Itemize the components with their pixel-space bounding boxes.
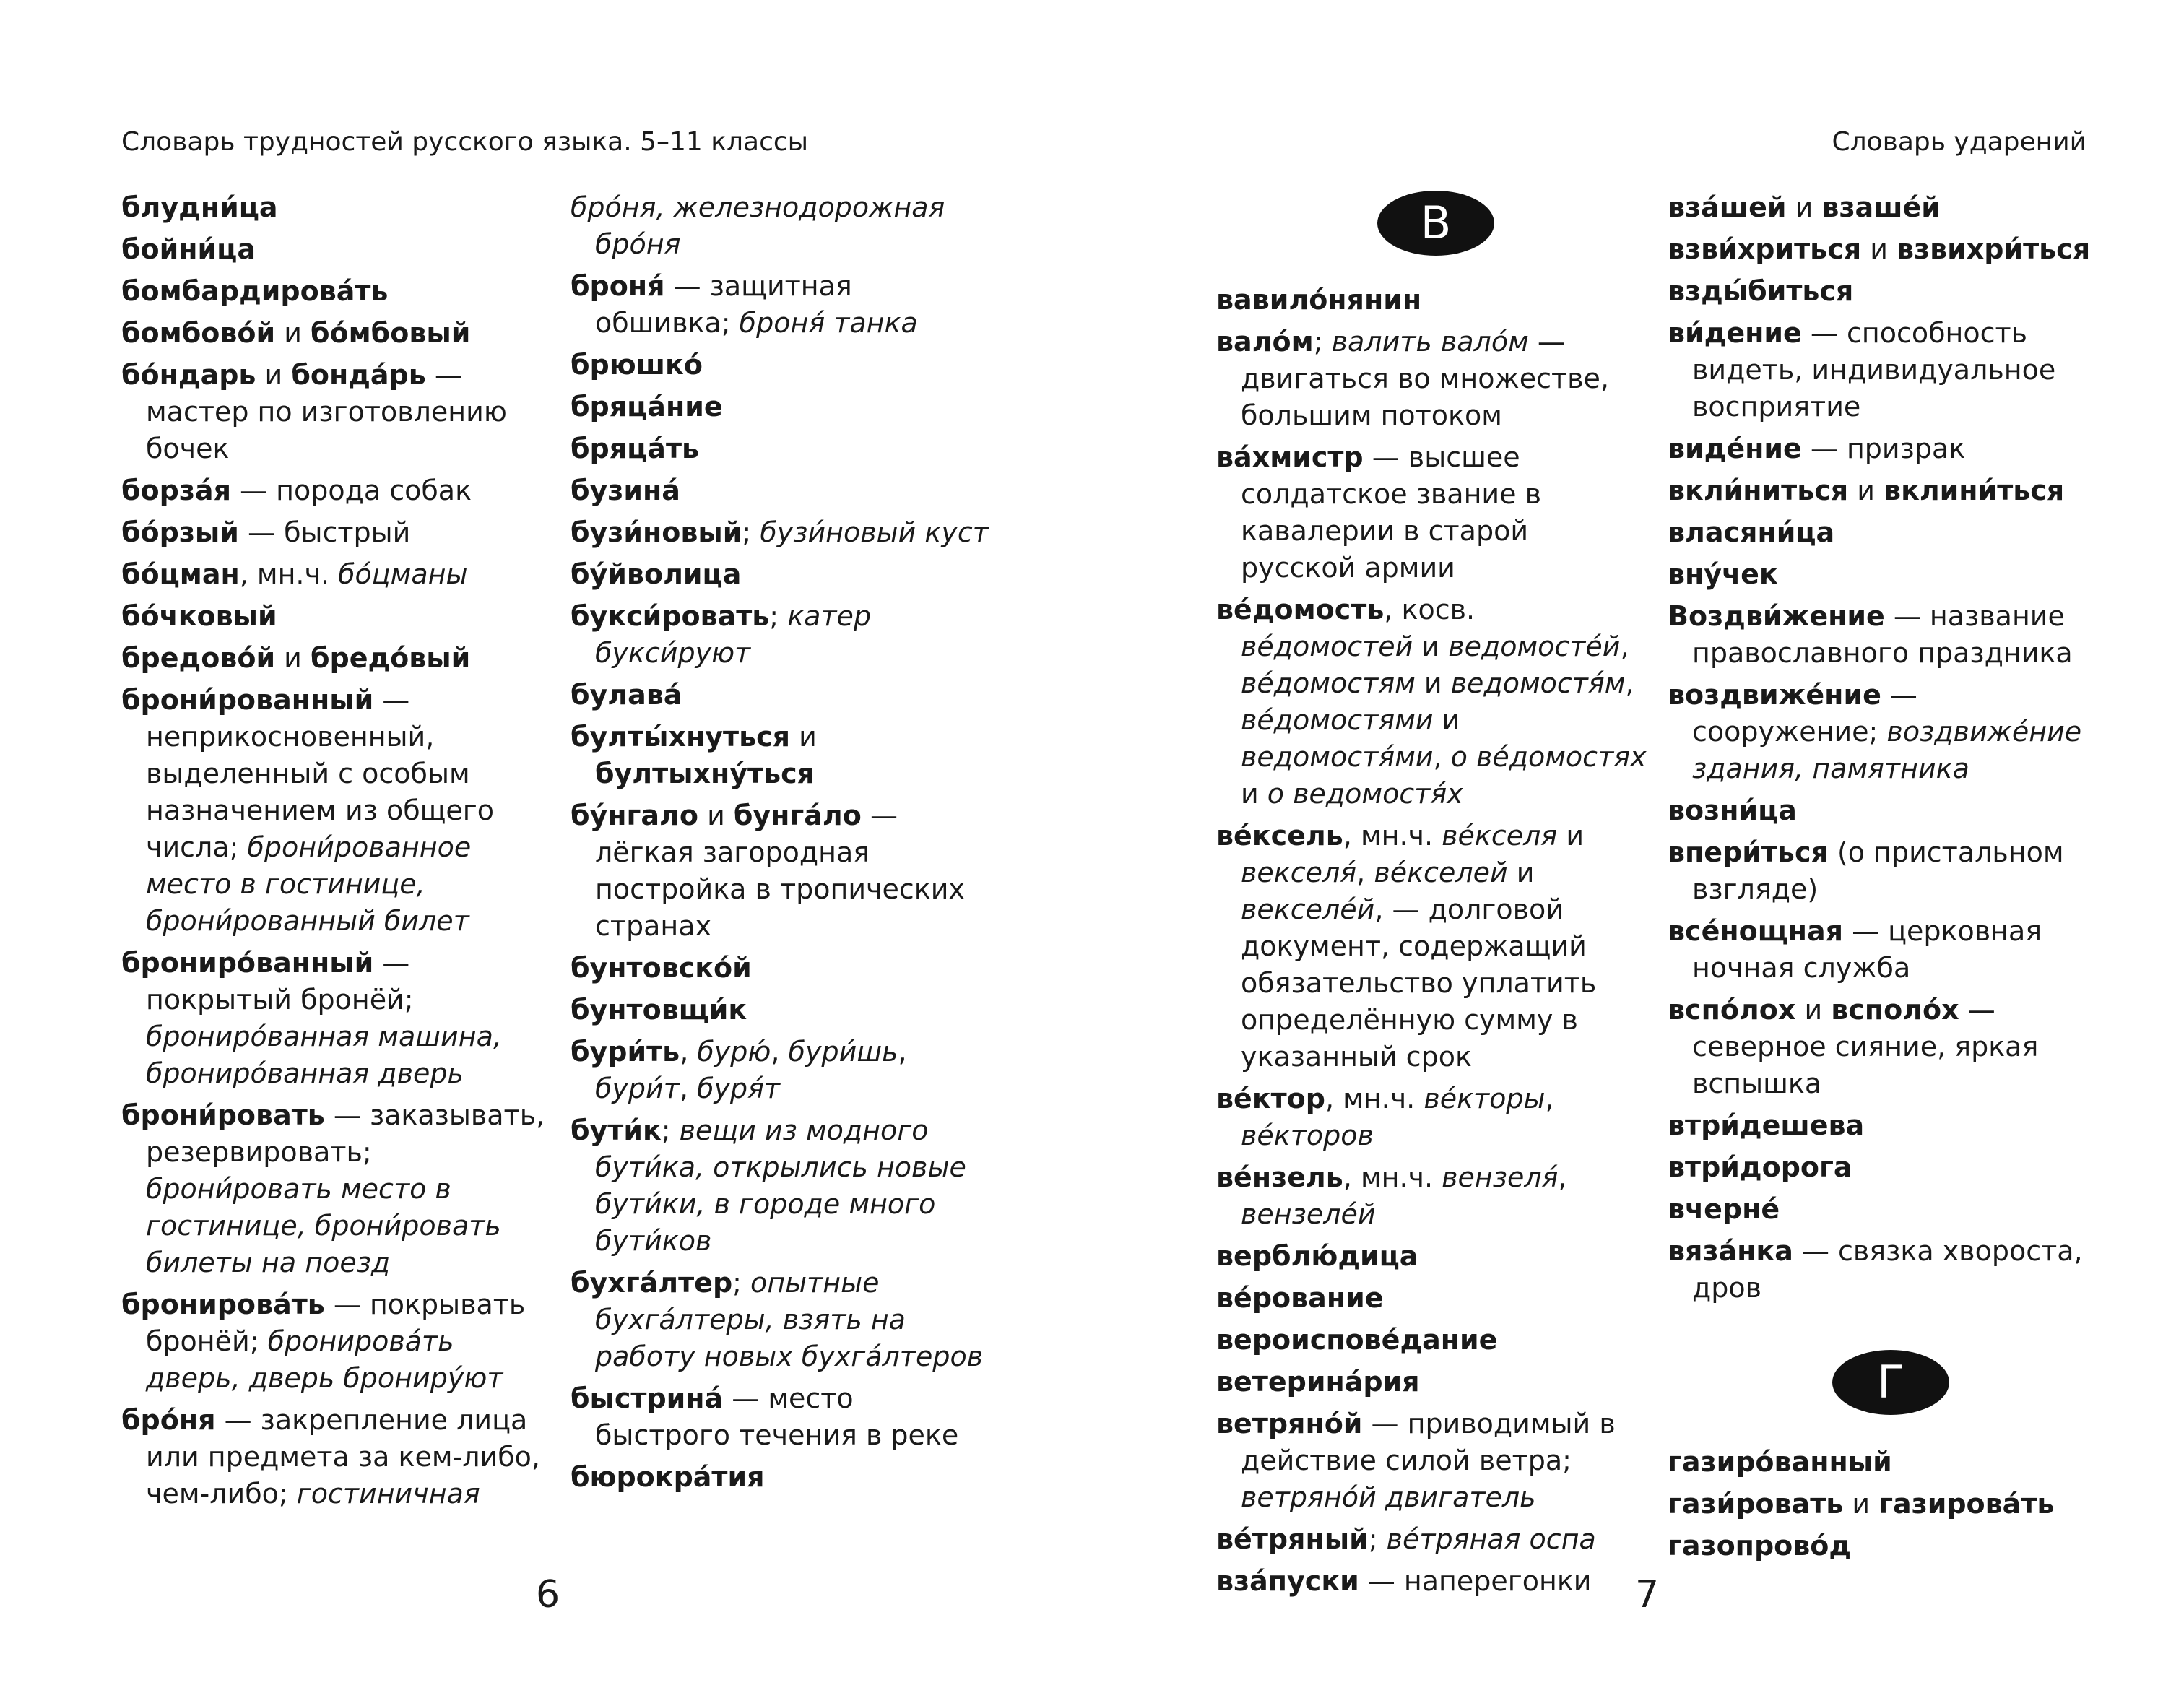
dictionary-entry (571, 1265, 989, 1375)
headword: бу́нгало (571, 800, 698, 831)
running-head-right: Словарь ударений (1832, 127, 2086, 157)
definition-text: и (1786, 191, 1822, 223)
definition-text: ; (742, 516, 760, 548)
dictionary-entry (121, 514, 555, 551)
example-text: о ведомостя́х (1267, 778, 1463, 810)
entries-column-3 (1216, 189, 1650, 1605)
entries-column-2 (571, 189, 989, 1501)
definition-text: и (1557, 820, 1585, 852)
entries-list-g (1668, 1444, 2094, 1564)
running-head-left: Словарь трудностей русского языка. 5–11 классы (121, 127, 809, 157)
headword: быстрина́ (571, 1382, 724, 1414)
dictionary-entry (1668, 834, 2094, 908)
definition-text: и (1848, 475, 1884, 506)
headword: впери́ться (1668, 836, 1829, 868)
dictionary-entry (571, 1034, 989, 1107)
example-text: вензеля́ (1442, 1161, 1559, 1193)
example-text: ведомостя́ми (1241, 741, 1434, 773)
dictionary-entry (571, 189, 989, 263)
entries-list-v (1216, 282, 1650, 1600)
dictionary-entry (571, 347, 989, 384)
headword: вкли́ниться (1668, 475, 1849, 506)
right-page (1092, 0, 2184, 1706)
definition-text: и (1241, 778, 1268, 810)
headword: брони́ровать (121, 1099, 325, 1131)
dictionary-entry (1216, 1159, 1650, 1233)
example-text: броня́ танка (739, 307, 918, 339)
definition-text: , (680, 1036, 698, 1068)
example-text: ве́кселей (1374, 857, 1508, 888)
definition-text: и (1795, 994, 1832, 1026)
entries-column-4 (1668, 189, 2094, 1569)
definition-text: и (1413, 631, 1449, 662)
definition-text: и (275, 317, 311, 349)
headword: ве́ксель (1216, 820, 1343, 852)
dictionary-entry (121, 189, 555, 226)
headword: бряца́ть (571, 433, 699, 464)
headword: ве́домость (1216, 594, 1384, 625)
example-text: векселе́й (1241, 893, 1375, 925)
page-number-left: 6 (536, 1573, 560, 1616)
dictionary-entry (571, 472, 989, 509)
dictionary-entry (1216, 439, 1650, 586)
dictionary-entry (1668, 1107, 2094, 1144)
definition-text: — порода собак (230, 475, 472, 506)
headword: ве́тряный (1216, 1523, 1369, 1555)
definition-text: — высшее солдатское звание в кавалерии в старой русской армии (1241, 441, 1541, 584)
headword: все́нощная (1668, 915, 1844, 947)
definition-text: , (1620, 631, 1629, 662)
definition-text: — мастер по изготовлению бочек (146, 359, 507, 464)
headword: бултыхну́ться (595, 758, 815, 789)
headword: бо́чковый (121, 600, 277, 632)
headword: верблю́дица (1216, 1240, 1418, 1272)
dictionary-entry (1216, 282, 1650, 319)
dictionary-entry (121, 556, 555, 593)
example-text: ветряно́й двигатель (1241, 1481, 1536, 1513)
example-text: бо́цманы (338, 558, 468, 590)
dictionary-entry (1216, 818, 1650, 1075)
definition-text: — место быстрого течения в реке (595, 1382, 959, 1451)
headword: воздвиже́ние (1668, 679, 1881, 711)
headword: бо́ндарь (121, 359, 256, 391)
dictionary-entry (121, 1286, 555, 1397)
example-text: воздвиже́ние здания, памятника (1692, 716, 2082, 784)
headword: вза́шей (1668, 191, 1787, 223)
definition-text: — церковная ночная служба (1692, 915, 2042, 984)
dictionary-entry (121, 598, 555, 635)
example-text: ве́тряная оспа (1386, 1523, 1596, 1555)
dictionary-entry (1216, 1081, 1650, 1154)
example-text: бури́т (595, 1073, 680, 1104)
dictionary-entry (571, 677, 989, 714)
headword: взви́хриться (1668, 233, 1862, 265)
definition-text: — закрепление лица или предмета за кем-либо, чем-либо; (146, 1404, 540, 1510)
dictionary-entry (121, 357, 555, 467)
dictionary-entry (571, 797, 989, 945)
headword: вало́м (1216, 326, 1314, 358)
headword: бути́к (571, 1114, 662, 1146)
headword: ве́ктор (1216, 1083, 1325, 1114)
headword: бомбово́й (121, 317, 276, 349)
headword: бро́ня (121, 1404, 216, 1436)
dictionary-entry (571, 514, 989, 551)
definition-text: — двигаться во множестве, большим потоком (1241, 326, 1609, 431)
headword: втри́дорога (1668, 1151, 1852, 1183)
dictionary-entry (1216, 1322, 1650, 1359)
definition-text: — название православного праздника (1692, 600, 2073, 669)
dictionary-entry (1668, 514, 2094, 551)
dictionary-entry (1216, 1521, 1650, 1558)
dictionary-entry (571, 992, 989, 1029)
definition-text: и (1433, 704, 1460, 736)
headword: взды́биться (1668, 275, 1854, 307)
headword: ветряно́й (1216, 1408, 1363, 1439)
headword: власяни́ца (1668, 516, 1835, 548)
definition-text: , (1545, 1083, 1554, 1114)
dictionary-entry (571, 598, 989, 672)
headword: вну́чек (1668, 558, 1778, 590)
example-text: брони́ровать место в гостинице, брони́ровать билеты на поезд (146, 1173, 501, 1278)
definition-text: , (1625, 667, 1634, 699)
headword: вчерне́ (1668, 1193, 1780, 1225)
example-text: бурю́ (697, 1036, 771, 1068)
example-text: вензеле́й (1241, 1198, 1376, 1230)
definition-text: , — долговой документ, содержащий обязательство уплатить определённую сумму в указанный срок (1241, 893, 1597, 1073)
example-text: ве́кселя (1442, 820, 1558, 852)
headword: бури́ть (571, 1036, 680, 1068)
headword: Воздви́жение (1668, 600, 1885, 632)
definition-text: — быстрый (238, 516, 411, 548)
example-text: катер букси́руют (595, 600, 872, 669)
definition-text: — наперегонки (1358, 1565, 1592, 1597)
dictionary-entry (571, 268, 989, 342)
dictionary-entry (1668, 598, 2094, 672)
dictionary-entry (1668, 273, 2094, 310)
dictionary-entry (121, 1402, 555, 1512)
headword: бузи́новый (571, 516, 742, 548)
example-text: векселя́ (1241, 857, 1357, 888)
example-text: вещи из модного бути́ка, открылись новые бути́ки, в городе много бути́ков (595, 1114, 966, 1257)
example-text: бро́ня, железнодорожная бро́ня (571, 191, 945, 260)
headword: ви́дение (1668, 317, 1802, 349)
definition-text: , мн.ч. (1343, 820, 1442, 852)
definition-text: — приводимый в действие силой ветра; (1241, 1408, 1616, 1476)
headword: броня́ (571, 270, 665, 302)
dictionary-entry (1668, 231, 2094, 268)
headword: бу́йволица (571, 558, 742, 590)
example-text: ве́домостям (1241, 667, 1416, 699)
headword: бонда́рь (291, 359, 426, 391)
definition-text: ; (732, 1267, 751, 1299)
headword: бредово́й (121, 642, 276, 674)
definition-text: — покрытый бронёй; (146, 947, 414, 1016)
example-text: брони́рованное место в гостинице, брони́рованный билет (146, 831, 472, 937)
dictionary-entry (1668, 315, 2094, 425)
headword: вза́пуски (1216, 1565, 1359, 1597)
dictionary-entry (121, 1097, 555, 1281)
definition-text: ; (769, 600, 788, 632)
definition-text: и (790, 721, 817, 753)
dictionary-entry (1668, 1486, 2094, 1523)
dictionary-entry (1668, 1444, 2094, 1481)
headword: газиро́ванный (1668, 1446, 1892, 1478)
headword: бомбардирова́ть (121, 275, 389, 307)
dictionary-entry (571, 389, 989, 425)
dictionary-entry (121, 682, 555, 940)
definition-text: , мн.ч. (239, 558, 339, 590)
headword: гази́ровать (1668, 1488, 1844, 1520)
example-text: ве́домостей (1241, 631, 1413, 662)
dictionary-entry (1216, 1406, 1650, 1516)
headword: вавило́нянин (1216, 284, 1422, 316)
definition-text: , (1356, 857, 1374, 888)
dictionary-entry (121, 231, 555, 268)
example-text: о ве́домостях (1450, 741, 1647, 773)
definition-text: и (1861, 233, 1897, 265)
headword: блудни́ца (121, 191, 278, 223)
definition-text: , (898, 1036, 907, 1068)
definition-text: — заказывать, резервировать; (146, 1099, 545, 1168)
dictionary-entry (121, 945, 555, 1092)
letter-badge-g: Г (1832, 1350, 1949, 1415)
definition-text: и (256, 359, 292, 391)
example-text: брониро́ванная машина, брониро́ванная дверь (146, 1021, 502, 1089)
dictionary-entry (571, 719, 989, 792)
dictionary-entry (121, 640, 555, 677)
dictionary-entry (1668, 792, 2094, 829)
headword: ветерина́рия (1216, 1366, 1420, 1398)
headword: вклини́ться (1884, 475, 2065, 506)
dictionary-entry (121, 472, 555, 509)
definition-text: , (771, 1036, 789, 1068)
dictionary-entry (571, 430, 989, 467)
definition-text: — защитная обшивка; (595, 270, 852, 339)
definition-text: , (1433, 741, 1451, 773)
definition-text: ; (661, 1114, 680, 1146)
headword: бюрокра́тия (571, 1461, 765, 1493)
definition-text: — лёгкая загородная постройка в тропических странах (595, 800, 965, 942)
definition-text: — северное сияние, яркая вспышка (1692, 994, 2039, 1099)
headword: брюшко́ (571, 349, 703, 381)
definition-text: — способность видеть, индивидуальное восприятие (1692, 317, 2056, 423)
entries-column-1 (121, 189, 555, 1517)
headword: вяза́нка (1668, 1235, 1793, 1267)
dictionary-entry (1216, 324, 1650, 434)
dictionary-entry (1216, 1280, 1650, 1317)
definition-text: и (698, 800, 734, 831)
example-text: ведомосте́й (1448, 631, 1621, 662)
dictionary-entry (1668, 1233, 2094, 1307)
example-text: бури́шь (788, 1036, 898, 1068)
headword: бредо́вый (310, 642, 471, 674)
dictionary-entry (1216, 1364, 1650, 1400)
definition-text: и (1507, 857, 1535, 888)
dictionary-entry (1668, 677, 2094, 787)
example-text: гостиничная (296, 1478, 480, 1510)
headword: букси́ровать (571, 600, 770, 632)
example-text: ве́домостями (1241, 704, 1434, 736)
definition-text: , (679, 1073, 698, 1104)
definition-text: и (1415, 667, 1451, 699)
headword: бо́рзый (121, 516, 239, 548)
headword: ве́нзель (1216, 1161, 1343, 1193)
example-text: бронирова́ть дверь, дверь брониру́ют (146, 1325, 503, 1394)
example-text: опытные бухга́лтеры, взять на работу новых бухга́лтеров (595, 1267, 984, 1372)
dictionary-entry (1668, 1149, 2094, 1186)
definition-text: и (1843, 1488, 1879, 1520)
headword: бунтовско́й (571, 952, 752, 984)
example-text: валить вало́м (1331, 326, 1529, 358)
headword: газопрово́д (1668, 1530, 1852, 1562)
dictionary-entry (1216, 592, 1650, 813)
dictionary-entry (1216, 1238, 1650, 1275)
definition-text: — связка хвороста, дров (1692, 1235, 2083, 1304)
dictionary-entry (1668, 1191, 2094, 1228)
dictionary-entry (1668, 472, 2094, 509)
headword: возни́ца (1668, 794, 1797, 826)
dictionary-entry (1668, 1528, 2094, 1564)
dictionary-entry (571, 1112, 989, 1260)
headword: виде́ние (1668, 433, 1802, 464)
headword: бойни́ца (121, 233, 256, 265)
headword: втри́дешева (1668, 1109, 1865, 1141)
headword: бронирова́ть (121, 1289, 325, 1320)
entries-list-v-cont (1668, 189, 2094, 1307)
definition-text: — покрывать бронёй; (146, 1289, 526, 1357)
definition-text: (о пристальном взгляде) (1692, 836, 2064, 905)
dictionary-entry (571, 1459, 989, 1496)
headword: бряца́ние (571, 391, 723, 423)
headword: бунтовщи́к (571, 994, 748, 1026)
dictionary-entry (571, 1380, 989, 1454)
definition-text: , мн.ч. (1343, 1161, 1442, 1193)
definition-text: ; (1313, 326, 1332, 358)
definition-text: и (275, 642, 311, 674)
dictionary-entry (1216, 1563, 1650, 1600)
definition-text: , косв. (1384, 594, 1476, 625)
definition-text: ; (1368, 1523, 1387, 1555)
dictionary-entry (1668, 913, 2094, 987)
example-text: бузи́новый куст (760, 516, 989, 548)
headword: взвихри́ться (1896, 233, 2091, 265)
headword: вспо́лох (1668, 994, 1796, 1026)
headword: вероиспове́дание (1216, 1324, 1498, 1356)
example-text: буря́т (697, 1073, 781, 1104)
headword: брони́рованный (121, 684, 374, 716)
headword: газирова́ть (1878, 1488, 2055, 1520)
headword: ве́рование (1216, 1282, 1384, 1314)
example-text: ведомостя́м (1450, 667, 1626, 699)
dictionary-entry (1668, 189, 2094, 226)
headword: бунга́ло (733, 800, 862, 831)
definition-text: , (1558, 1161, 1567, 1193)
dictionary-entry (121, 315, 555, 352)
dictionary-entry (1668, 556, 2094, 593)
headword: взаше́й (1821, 191, 1941, 223)
headword: бухга́лтер (571, 1267, 733, 1299)
dictionary-entry (571, 950, 989, 987)
definition-text: — неприкосновенный, выделенный с особым назначением из общего числа; (146, 684, 495, 863)
example-text: ве́кторы (1424, 1083, 1546, 1114)
headword: бо́мбовый (310, 317, 471, 349)
headword: всполо́х (1831, 994, 1959, 1026)
definition-text: , мн.ч. (1325, 1083, 1424, 1114)
page-number-right: 7 (1635, 1573, 1660, 1616)
dictionary-entry (121, 273, 555, 310)
definition-text: — сооружение; (1692, 679, 1918, 748)
dictionary-entry (571, 556, 989, 593)
headword: брониро́ванный (121, 947, 374, 979)
headword: борза́я (121, 475, 231, 506)
headword: бузина́ (571, 475, 680, 506)
headword: булты́хнуться (571, 721, 791, 753)
example-text: ве́кторов (1241, 1120, 1374, 1151)
dictionary-entry (1668, 992, 2094, 1102)
headword: ва́хмистр (1216, 441, 1364, 473)
letter-badge-v: В (1377, 191, 1494, 256)
dictionary-entry (1668, 430, 2094, 467)
headword: булава́ (571, 679, 682, 711)
headword: бо́цман (121, 558, 240, 590)
definition-text: — призрак (1801, 433, 1966, 464)
